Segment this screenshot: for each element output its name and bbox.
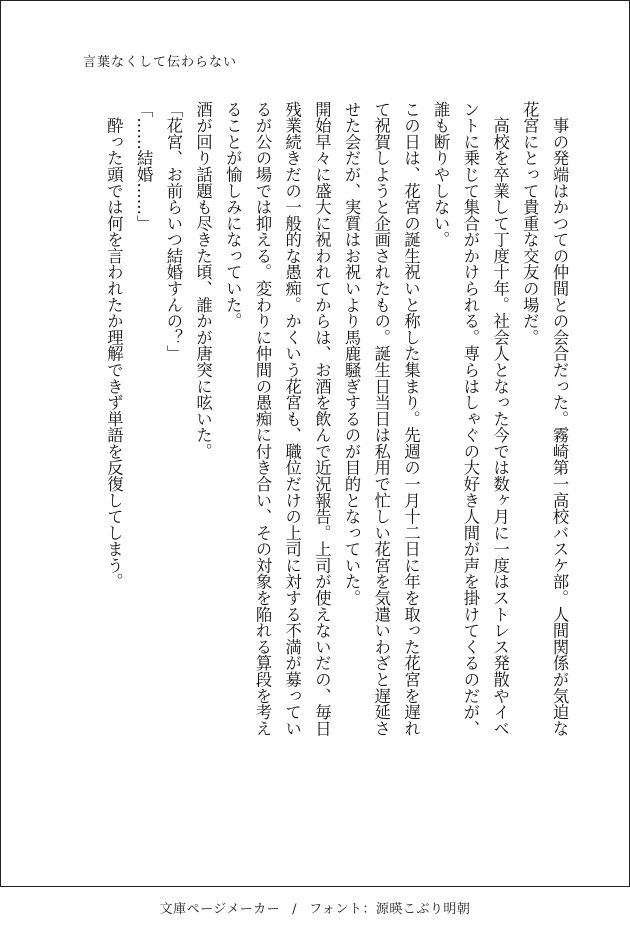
text-line: 「……結婚……」 <box>134 101 154 232</box>
text-line: て祝賀しようと企画されたもの。誕生日当日は私用で忙しい花宮を気遣いわざと遅延さ <box>371 101 391 737</box>
footer-font-credit: フォント：源暎こぶり明朝 <box>309 902 471 917</box>
text-line: 花宮にとって貴重な交友の場だ。 <box>520 101 540 346</box>
text-line: るが公の場では抑える。変わりに仲間の愚痴に付き合い、その対象を陥れる算段を考え <box>252 101 272 737</box>
text-line: ントに乗じて集合がかけられる。専らはしゃぐの大好き人間が声を掛けてくるのだが、 <box>460 101 480 737</box>
text-line: 事の発端はかつての仲間との会合だった。霧崎第一高校バスケ部。人間関係が気迫な <box>550 101 569 737</box>
body-text <box>74 101 574 737</box>
text-line: 残業続きだの一般的な愚痴。かくいう花宮も、職位だけの上司に対する不満が募ってい <box>282 101 302 737</box>
header-title: 言葉なくして伝わらない <box>83 55 238 70</box>
footer <box>0 898 630 917</box>
text-line: 酔った頭では何を言われたか理解できず単語を反復してしまう。 <box>104 101 124 590</box>
text-line: この日は、花宮の誕生祝いと称した集まり。先週の一月十二日に年を取った花宮を遅れ <box>401 101 421 737</box>
text-line: ることが愉しみになっていた。 <box>223 101 243 330</box>
footer-separator: / <box>292 902 298 917</box>
footer-app-name: 文庫ページメーカー <box>159 902 281 917</box>
text-line: 開始早々に盛大に祝われてからは、お酒を飲んで近況報告。上司が使えないだの、毎日 <box>312 101 332 737</box>
text-line: せた会だが、実質はお祝いより馬鹿騒ぎするのが目的となっていた。 <box>342 101 362 606</box>
text-line: 「花宮、お前らいつ結婚すんの？」 <box>163 101 183 362</box>
text-line: 高校を卒業して丁度十年。社会人となった今では数ヶ月に一度はストレス発散やイベ <box>490 101 510 737</box>
text-line: 酒が回り話題も尽きた頃、誰かが唐突に呟いた。 <box>193 101 213 460</box>
text-line: 誰も断りやしない。 <box>431 101 451 248</box>
